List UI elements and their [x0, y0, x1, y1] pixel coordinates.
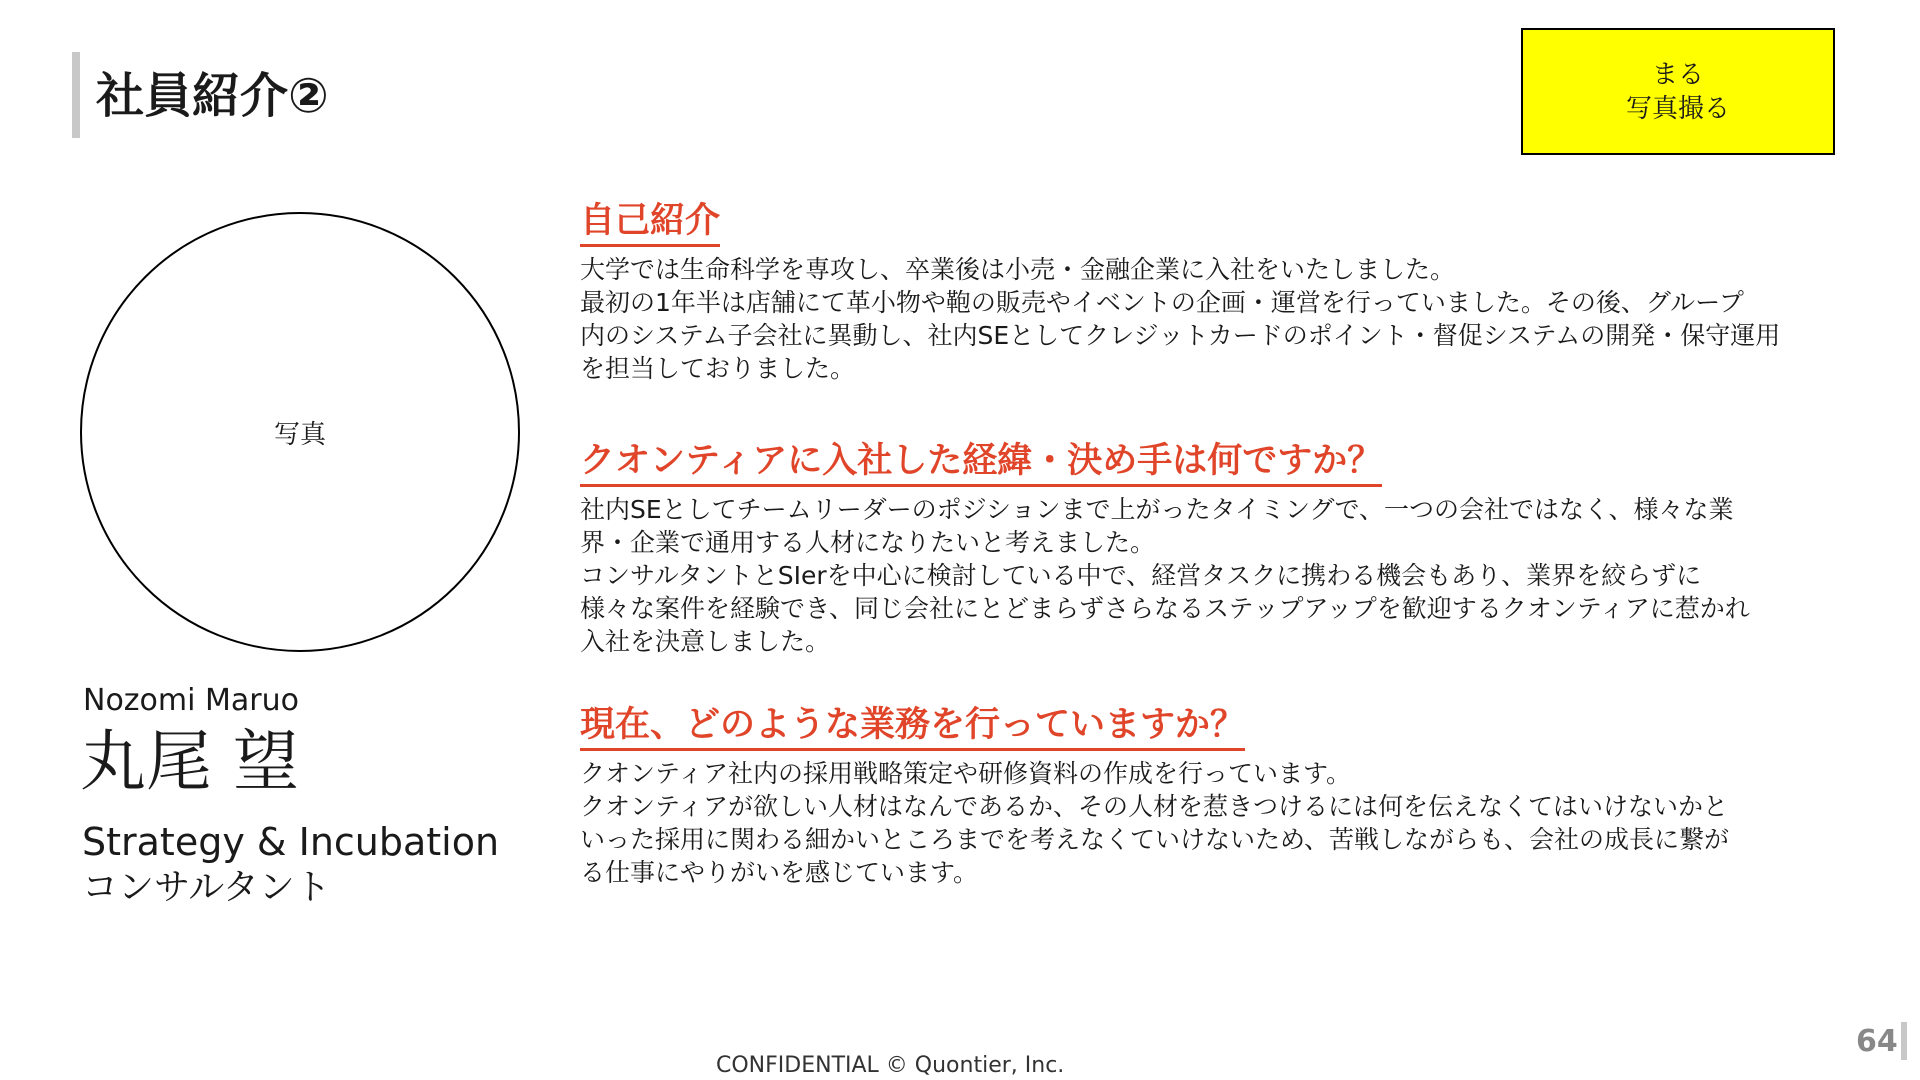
section-current-work: [580, 702, 1860, 889]
section-heading: 自己紹介: [580, 198, 720, 247]
name-english: Nozomi Maruo: [83, 683, 299, 718]
body-line: 大学では生命科学を専攻し、卒業後は小売・金融企業に入社をいたしました。: [580, 255, 1456, 284]
section-body: [580, 757, 1860, 889]
body-line: 様々な案件を経験でき、同じ会社にとどまらずさらなるステップアップを歓迎するクオンティアに惹かれ: [580, 594, 1750, 623]
title-accent-bar: [72, 52, 80, 138]
photo-placeholder: [80, 212, 520, 652]
page-title: 社員紹介②: [96, 68, 329, 124]
role: コンサルタント: [82, 867, 331, 908]
sticky-note: [1521, 28, 1835, 155]
photo-placeholder-label: 写真: [273, 419, 326, 450]
body-line: を担当しておりました。: [580, 354, 856, 383]
body-line: 最初の1年半は店舗にて革小物や鞄の販売やイベントの企画・運営を行っていました。その後、グループ: [580, 288, 1744, 317]
note-line-2: 写真撮る: [1625, 93, 1730, 124]
body-line: る仕事にやりがいを感じています。: [580, 858, 979, 887]
body-line: 界・企業で通用する人材になりたいと考えました。: [580, 528, 1156, 557]
name-japanese: 丸尾 望: [80, 723, 299, 800]
body-line: 内のシステム子会社に異動し、社内SEとしてクレジットカードのポイント・督促システムの開発・保守運用: [580, 321, 1781, 350]
body-line: クオンティアが欲しい人材はなんであるか、その人材を惹きつけるには何を伝えなくてはいけないかと: [580, 792, 1729, 821]
page-number-bar: [1901, 1022, 1907, 1060]
body-line: 社内SEとしてチームリーダーのポジションまで上がったタイミングで、一つの会社ではなく、様々な業: [580, 495, 1734, 524]
page-number: 64: [1856, 1024, 1898, 1059]
section-body: [580, 493, 1860, 658]
body-line: クオンティア社内の採用戦略策定や研修資料の作成を行っています。: [580, 759, 1352, 788]
section-reason-for-joining: [580, 438, 1860, 658]
body-line: 入社を決意しました。: [580, 627, 831, 656]
department: Strategy & Incubation: [82, 820, 500, 864]
body-line: コンサルタントとSIerを中心に検討している中で、経営タスクに携わる機会もあり、業界を絞らずに: [580, 561, 1702, 590]
section-heading: クオンティアに入社した経緯・決め手は何ですか？: [580, 438, 1382, 487]
section-body: [580, 253, 1860, 385]
section-heading: 現在、どのような業務を行っていますか？: [580, 702, 1245, 751]
section-self-introduction: [580, 198, 1860, 385]
footer-confidential: CONFIDENTIAL © Quontier, Inc.: [716, 1053, 1065, 1078]
body-line: いった採用に関わる細かいところまでを考えなくていけないため、苦戦しながらも、会社の成長に繋が: [580, 825, 1730, 854]
note-line-1: まる: [1651, 59, 1704, 90]
